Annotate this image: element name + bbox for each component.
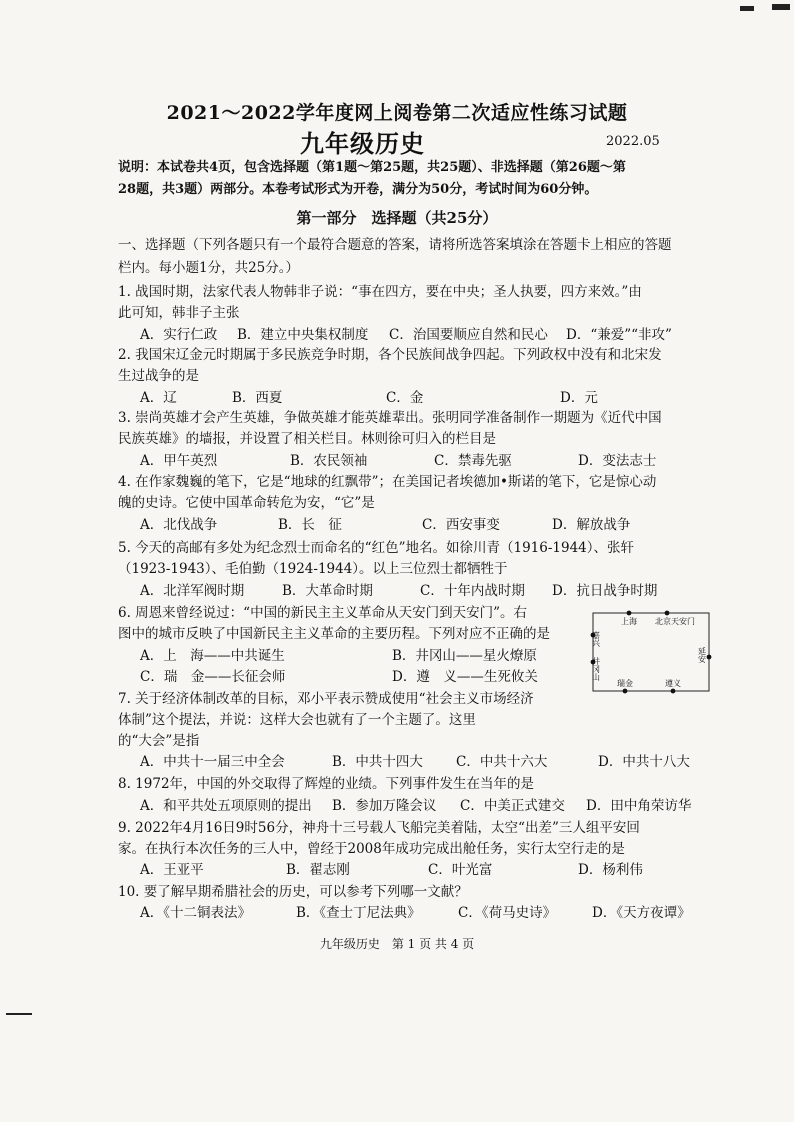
question-10-option-b: B．《查士丁尼法典》 (296, 905, 421, 921)
section-intro-line: 一、选择题（下列各题只有一个最符合题意的答案，请将所选答案填涂在答题卡上相应的答题 (118, 237, 672, 253)
question-1-option-d: D．“兼爱”“非攻” (566, 327, 672, 343)
question-7-option-d: D．中共十八大 (598, 754, 690, 770)
question-2-stem: 2. 我国宋辽金元时期属于多民族竞争时期，各个民族间战争四起。下列政权中没有和北宋发 (118, 347, 662, 363)
question-5-option-b: B．大革命时期 (282, 583, 373, 599)
question-7-option-b: B．中共十四大 (332, 754, 423, 770)
question-2-option-d: D．元 (560, 390, 598, 406)
question-6-option-c: C．瑞 金——长征会师 (140, 669, 286, 685)
section-title: 第一部分 选择题（共25分） (296, 209, 498, 227)
map-dot-zunyi (671, 689, 676, 694)
question-2-option-b: B．西夏 (232, 390, 283, 406)
map-label-ruijin: 瑞金 (617, 679, 633, 688)
question-5-option-c: C．十年内战时期 (420, 583, 525, 599)
question-5-option-d: D．抗日战争时期 (552, 583, 658, 599)
scan-speck (772, 4, 790, 10)
question-3-option-c: C．禁毒先驱 (434, 453, 512, 469)
map-dot-beijing (665, 611, 670, 616)
question-2-option-c: C．金 (386, 390, 424, 406)
question-7-option-a: A．中共十一届三中全会 (140, 754, 285, 770)
page-footer: 九年级历史 第 1 页 共 4 页 (319, 937, 475, 951)
instructions (118, 157, 686, 201)
question-8-option-a: A．和平共处五项原则的提出 (140, 798, 312, 814)
revolution-route-map (585, 607, 715, 702)
question-8-option-d: D．田中角荣访华 (586, 798, 692, 814)
instructions-line: 28题，共3题）两部分。本卷考试形式为开卷，满分为50分，考试时间为60分钟。 (118, 182, 598, 197)
scan-speck (740, 6, 754, 11)
exam-date: 2022.05 (606, 134, 660, 149)
section-intro-line: 栏内。每小题1分，共25分。） (118, 260, 300, 276)
question-4-option-b: B．长 征 (278, 517, 342, 533)
question-10-option-c: C．《荷马史诗》 (458, 905, 557, 921)
question-6-option-d: D．遵 义——生死攸关 (392, 669, 538, 685)
question-5-stem: 5. 今天的高邮有多处为纪念烈士而命名的“红色”地名。如徐川青（1916-1944）、张轩 (118, 540, 634, 556)
map-label-beijing: 北京天安门 (655, 617, 695, 626)
question-10-option-d: D．《天方夜谭》 (592, 905, 691, 921)
question-1-option-a: A．实行仁政 (140, 327, 218, 343)
question-4-option-d: D．解放战争 (552, 517, 631, 533)
question-6-stem: 图中的城市反映了中国新民主主义革命的主要历程。下列对应不正确的是 (118, 626, 550, 642)
map-label-jinggangshan: 井冈山 (591, 657, 601, 681)
question-2-stem: 生过战争的是 (118, 368, 199, 384)
map-label-jiaxing: 嘉兴 (591, 631, 601, 647)
question-9-option-b: B．翟志刚 (286, 862, 350, 878)
map-label-yanan: 延安 (697, 647, 707, 663)
question-4-stem: 4. 在作家魏巍的笔下，它是“地球的红飘带”；在美国记者埃德加•斯诺的笔下，它是惊心动 (118, 474, 657, 490)
question-9-stem: 9. 2022年4月16日9时56分，神舟十三号载人飞船完美着陆，太空“出差”三人组平安回 (118, 820, 640, 836)
question-7-stem: 7. 关于经济体制改革的目标，邓小平表示赞成使用“社会主义市场经济 (118, 691, 534, 707)
question-1-stem: 此可知，韩非子主张 (118, 305, 240, 321)
exam-subject: 九年级历史 (300, 129, 425, 158)
question-9-option-c: C．叶光富 (428, 862, 493, 878)
question-4-stem: 魄的史诗。它使中国革命转危为安，“它”是 (118, 495, 375, 511)
question-6-option-b: B．井冈山——星火燎原 (392, 648, 537, 664)
question-5-option-a: A．北洋军阀时期 (140, 583, 245, 599)
map-label-zunyi: 遵义 (665, 679, 681, 688)
instructions-line: 说明：本试卷共4页，包含选择题（第1题～第25题，共25题）、非选择题（第26题～第 (118, 160, 626, 175)
map-dot-yanan (707, 655, 712, 660)
question-7-option-c: C．中共十六大 (456, 754, 548, 770)
question-8-option-b: B．参加万隆会议 (332, 798, 437, 814)
question-9-option-a: A．王亚平 (140, 862, 204, 878)
question-8-option-c: C．中美正式建交 (460, 798, 565, 814)
scan-speck (6, 1013, 32, 1015)
question-9-option-d: D．杨利伟 (578, 862, 643, 878)
map-dot-shanghai (627, 611, 632, 616)
question-3-stem: 民族英雄》的墙报，并设置了相关栏目。林则徐可归入的栏目是 (118, 431, 496, 447)
map-dot-ruijin (623, 689, 628, 694)
question-4-option-c: C．西安事变 (422, 517, 500, 533)
question-4-option-a: A．北伐战争 (140, 517, 218, 533)
question-5-stem: （1923-1943）、毛伯勤（1924-1944）。以上三位烈士都牺牲于 (118, 561, 508, 577)
question-1-stem: 1. 战国时期，法家代表人物韩非子说：“事在四方，要在中央；圣人执要，四方来效。”由 (118, 284, 642, 300)
question-10-stem: 10. 要了解早期希腊社会的历史，可以参考下列哪一文献？ (118, 884, 468, 900)
map-label-shanghai: 上海 (621, 617, 637, 626)
question-10-option-a: A．《十二铜表法》 (140, 905, 251, 921)
question-3-option-a: A．甲午英烈 (140, 453, 218, 469)
question-1-option-b: B．建立中央集权制度 (237, 327, 369, 343)
question-2-option-a: A．辽 (140, 390, 177, 406)
question-1-option-c: C．治国要顺应自然和民心 (389, 327, 548, 343)
question-8-stem: 8. 1972年，中国的外交取得了辉煌的业绩。下列事件发生在当年的是 (118, 776, 535, 792)
question-7-stem: 的“大会”是指 (118, 733, 200, 749)
question-3-option-b: B．农民领袖 (290, 453, 368, 469)
question-7-stem: 体制”这个提法，并说：这样大会也就有了一个主题了。这里 (118, 712, 476, 728)
question-6-stem: 6. 周恩来曾经说过：“中国的新民主主义革命从天安门到天安门”。右 (118, 605, 527, 621)
question-6-option-a: A．上 海——中共诞生 (140, 648, 285, 664)
question-3-option-d: D．变法志士 (578, 453, 657, 469)
question-3-stem: 3. 崇尚英雄才会产生英雄，争做英雄才能英雄辈出。张明同学准备制作一期题为《近代中国 (118, 410, 662, 426)
question-9-stem: 家。在执行本次任务的三人中，曾经于2008年成功完成出舱任务，实行太空行走的是 (118, 841, 625, 857)
exam-title: 2021～2022学年度网上阅卷第二次适应性练习试题 (166, 102, 628, 124)
